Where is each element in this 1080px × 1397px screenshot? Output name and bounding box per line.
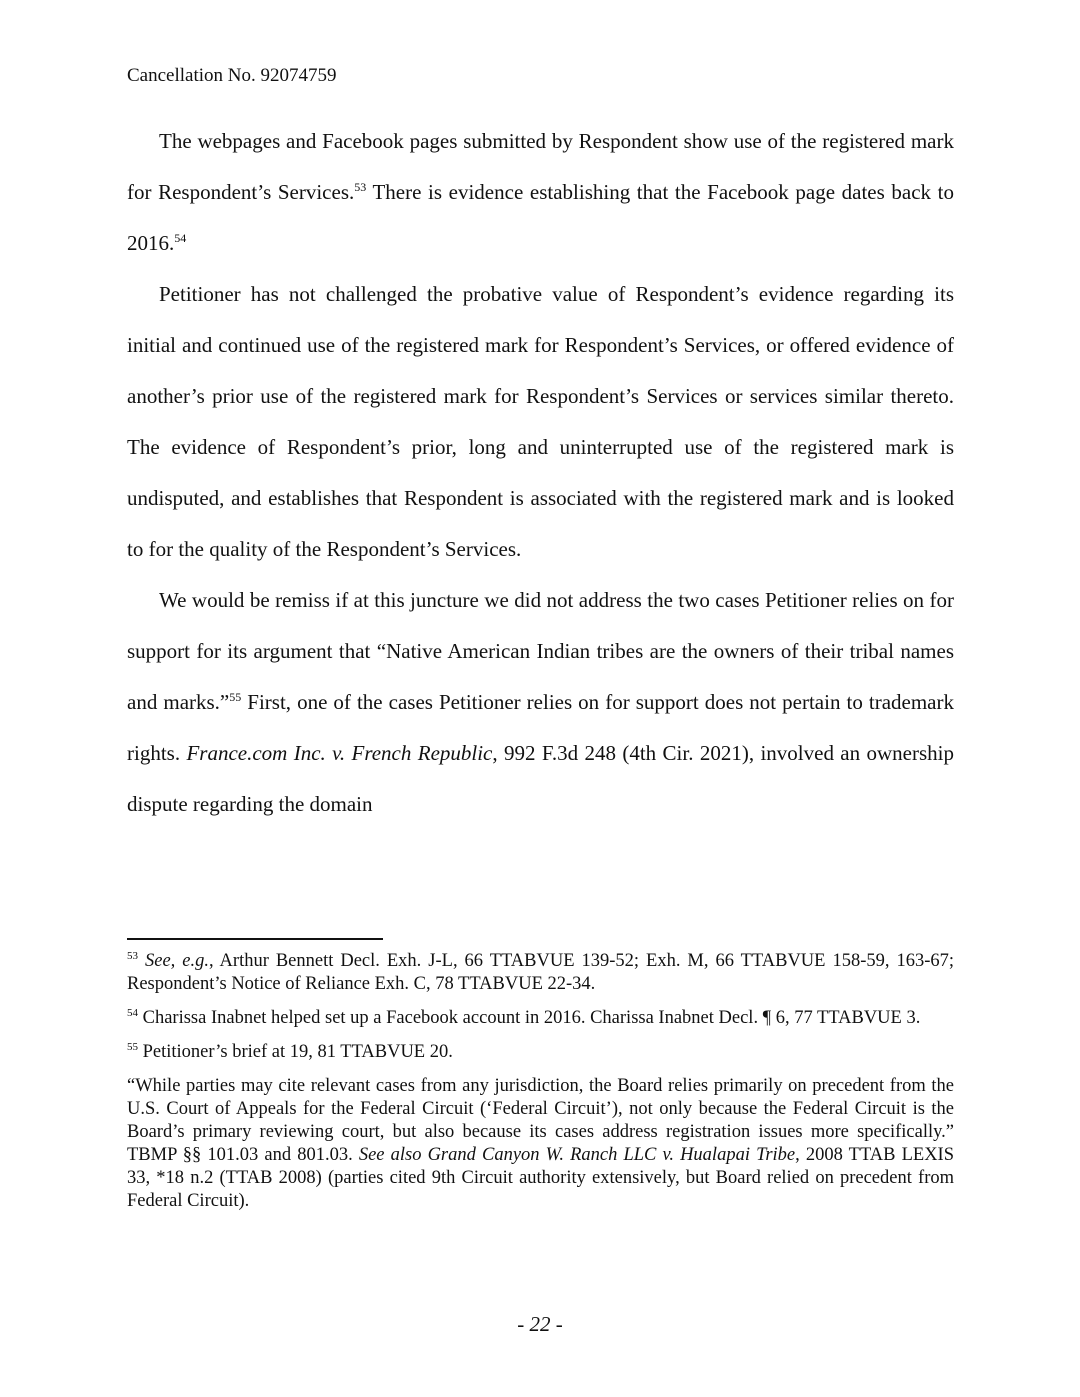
footnote-54-text: Charissa Inabnet helped set up a Facebook account in 2016. Charissa Inabnet Decl. ¶ 6, 77 TTABVUE 3.	[142, 1008, 921, 1028]
paragraph-1-text-a: The webpages and Facebook pages submitted by Respondent show use of the registered mark for Respondent’s Services.	[127, 129, 954, 204]
footnotes-section	[127, 950, 954, 1224]
footnote-53-signal: See, e.g.	[144, 951, 209, 971]
footnote-ref-54[interactable]: 54	[174, 231, 187, 245]
footnote-ref-53[interactable]: 53	[354, 180, 367, 194]
opinion-body	[127, 116, 954, 830]
footnote-53	[127, 950, 954, 996]
paragraph-1-text-b: There is evidence establishing that the Facebook page dates back to 2016.	[127, 180, 954, 255]
footnote-separator	[127, 938, 383, 940]
footnote-55	[127, 1041, 954, 1064]
footnote-54	[127, 1007, 954, 1030]
footnote-55-number: 55	[127, 1040, 138, 1053]
paragraph-3-text-b: First, one of the cases Petitioner relies on for support does not pertain to trademark rights.	[127, 690, 954, 765]
footnote-55-continuation	[127, 1075, 954, 1213]
page-number: - 22 -	[517, 1312, 563, 1336]
footnote-55-text: Petitioner’s brief at 19, 81 TTABVUE 20.	[142, 1042, 453, 1062]
footnote-55-quote: “While parties may cite relevant cases from any jurisdiction, the Board relies primarily on precedent from the U.S. Court of Appeals for the Federal Circuit (‘Federal Circuit’), not only because the Federal Circuit is the Board’s primary reviewing court, but also because its cases address registration issues more specifically.” TBMP §§ 101.03 and 801.03.	[127, 1076, 954, 1165]
footnote-53-text: , Arthur Bennett Decl. Exh. J-L, 66 TTABVUE 139-52; Exh. M, 66 TTABVUE 158-59, 163-67; Respondent’s Notice of Reliance Exh. C, 78 TTABVUE 22-34.	[127, 951, 955, 994]
paragraph-3-text-a: We would be remiss if at this juncture we did not address the two cases Petitioner relies on for support for its argument that “Native American Indian tribes are the owners of their tribal names and marks.”	[127, 588, 954, 714]
footnote-53-number: 53	[127, 949, 138, 962]
paragraph-2: Petitioner has not challenged the probative value of Respondent’s evidence regarding its initial and continued use of the registered mark for Respondent’s Services, or offered evidence of another’s prior use of the registered mark for Respondent’s Services or services similar thereto. The evidence of Respondent’s prior, long and uninterrupted use of the registered mark is undisputed, and establishes that Respondent is associated with the registered mark and is looked to for the quality of the Respondent’s Services.	[127, 282, 954, 561]
paragraph-1	[127, 116, 954, 269]
paragraph-3-text-c: , 992 F.3d 248 (4th Cir. 2021), involved an ownership dispute regarding the domain	[127, 741, 954, 816]
footnote-ref-55[interactable]: 55	[229, 690, 242, 704]
case-number-header: Cancellation No. 92074759	[127, 65, 337, 86]
footnote-54-number: 54	[127, 1006, 138, 1019]
paragraph-3	[127, 575, 954, 830]
case-citation-name: France.com Inc. v. French Republic	[186, 741, 493, 765]
footnote-55-case-name: See also Grand Canyon W. Ranch LLC v. Hualapai Tribe	[358, 1145, 796, 1165]
footnote-55-citation: , 2008 TTAB LEXIS 33, *18 n.2 (TTAB 2008) (parties cited 9th Circuit authority extensively, but Board relied on precedent from Federal Circuit).	[127, 1145, 955, 1211]
